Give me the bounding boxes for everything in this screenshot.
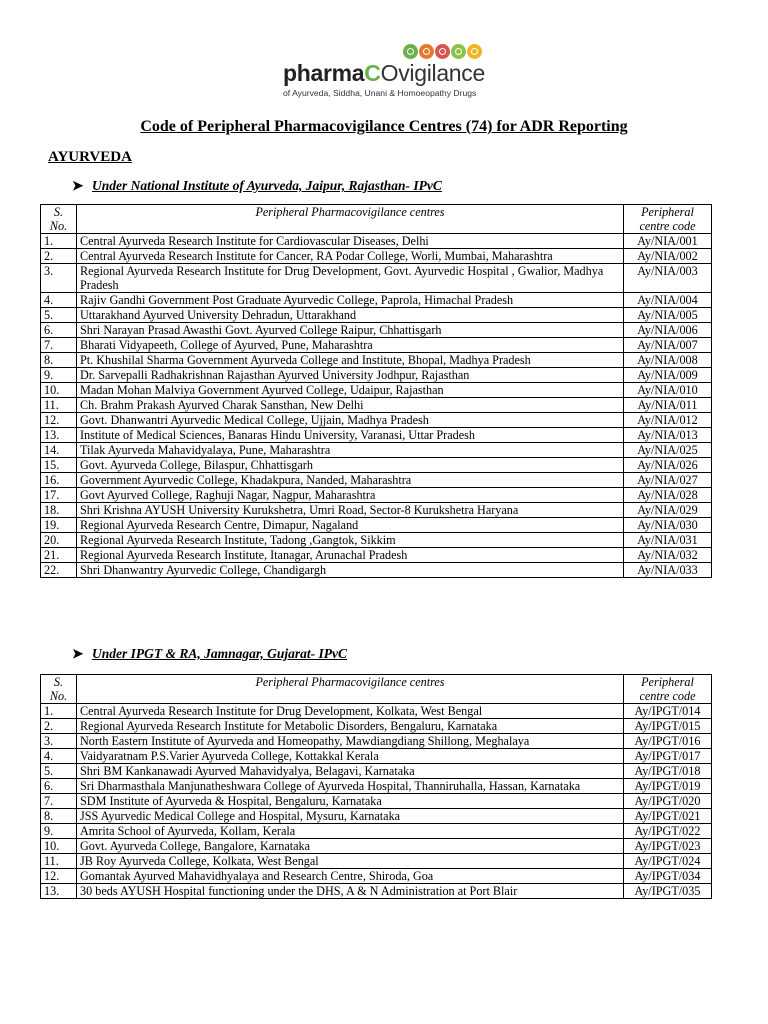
- centre-code: Ay/NIA/008: [624, 353, 712, 368]
- row-number: 13.: [41, 884, 77, 899]
- table-row: [41, 234, 712, 249]
- centre-code: Ay/NIA/031: [624, 533, 712, 548]
- row-number: 9.: [41, 368, 77, 383]
- row-number: 15.: [41, 458, 77, 473]
- logo-dot-icon: [451, 44, 466, 59]
- centre-name: North Eastern Institute of Ayurveda and Homeopathy, Mawdiangdiang Shillong, Meghalaya: [77, 734, 624, 749]
- centre-code: Ay/IPGT/024: [624, 854, 712, 869]
- row-number: 3.: [41, 264, 77, 293]
- centre-code: Ay/NIA/007: [624, 338, 712, 353]
- table-row: [41, 734, 712, 749]
- centre-name: Central Ayurveda Research Institute for Drug Development, Kolkata, West Bengal: [77, 704, 624, 719]
- centre-name: Shri BM Kankanawadi Ayurved Mahavidyalya, Belagavi, Karnataka: [77, 764, 624, 779]
- table-row: [41, 704, 712, 719]
- centre-name: Bharati Vidyapeeth, College of Ayurved, Pune, Maharashtra: [77, 338, 624, 353]
- centre-name: Regional Ayurveda Research Centre, Dimapur, Nagaland: [77, 518, 624, 533]
- centre-code: Ay/IPGT/015: [624, 719, 712, 734]
- centre-code: Ay/IPGT/035: [624, 884, 712, 899]
- centre-code: Ay/NIA/029: [624, 503, 712, 518]
- nia-centres-table: [40, 204, 712, 578]
- table-row: [41, 249, 712, 264]
- centre-code: Ay/NIA/005: [624, 308, 712, 323]
- table-row: [41, 368, 712, 383]
- centre-code: Ay/IPGT/020: [624, 794, 712, 809]
- table-row: [41, 719, 712, 734]
- table-row: [41, 563, 712, 578]
- centre-name: Amrita School of Ayurveda, Kollam, Kerala: [77, 824, 624, 839]
- row-number: 17.: [41, 488, 77, 503]
- centre-name: Central Ayurveda Research Institute for Cardiovascular Diseases, Delhi: [77, 234, 624, 249]
- row-number: 19.: [41, 518, 77, 533]
- table-row: [41, 779, 712, 794]
- centre-name: Rajiv Gandhi Government Post Graduate Ayurvedic College, Paprola, Himachal Pradesh: [77, 293, 624, 308]
- centre-name: Shri Krishna AYUSH University Kurukshetra, Umri Road, Sector-8 Kurukshetra Haryana: [77, 503, 624, 518]
- centre-name: Regional Ayurveda Research Institute for Drug Development, Govt. Ayurvedic Hospital , Gwalior, Madhya Pradesh: [77, 264, 624, 293]
- row-number: 9.: [41, 824, 77, 839]
- row-number: 2.: [41, 249, 77, 264]
- row-number: 14.: [41, 443, 77, 458]
- table-row: [41, 488, 712, 503]
- section-heading: AYURVEDA: [48, 149, 132, 165]
- row-number: 6.: [41, 323, 77, 338]
- centre-code: Ay/IPGT/022: [624, 824, 712, 839]
- logo-tagline: of Ayurveda, Siddha, Unani & Homoeopathy Drugs: [283, 88, 477, 98]
- centre-code: Ay/NIA/033: [624, 563, 712, 578]
- column-header-centre: Peripheral Pharmacovigilance centres: [77, 205, 624, 234]
- table-row: [41, 458, 712, 473]
- row-number: 8.: [41, 353, 77, 368]
- table-row: [41, 854, 712, 869]
- centre-name: Govt. Ayurveda College, Bangalore, Karnataka: [77, 839, 624, 854]
- row-number: 2.: [41, 719, 77, 734]
- pharmacovigilance-logo: [283, 44, 493, 100]
- centre-name: SDM Institute of Ayurveda & Hospital, Bengaluru, Karnataka: [77, 794, 624, 809]
- centre-code: Ay/NIA/027: [624, 473, 712, 488]
- row-number: 22.: [41, 563, 77, 578]
- centre-name: Tilak Ayurveda Mahavidyalaya, Pune, Maharashtra: [77, 443, 624, 458]
- centre-code: Ay/NIA/010: [624, 383, 712, 398]
- row-number: 1.: [41, 234, 77, 249]
- centre-code: Ay/NIA/030: [624, 518, 712, 533]
- row-number: 11.: [41, 398, 77, 413]
- row-number: 16.: [41, 473, 77, 488]
- row-number: 10.: [41, 839, 77, 854]
- centre-code: Ay/NIA/026: [624, 458, 712, 473]
- row-number: 12.: [41, 869, 77, 884]
- centre-code: Ay/NIA/003: [624, 264, 712, 293]
- centre-name: Dr. Sarvepalli Radhakrishnan Rajasthan Ayurved University Jodhpur, Rajasthan: [77, 368, 624, 383]
- table-row: [41, 308, 712, 323]
- table-header-row: [41, 675, 712, 704]
- row-number: 6.: [41, 779, 77, 794]
- centre-code: Ay/NIA/013: [624, 428, 712, 443]
- centre-name: Sri Dharmasthala Manjunatheshwara College of Ayurveda Hospital, Thanniruhalla, Hassan, Karnataka: [77, 779, 624, 794]
- centre-code: Ay/IPGT/023: [624, 839, 712, 854]
- table-row: [41, 809, 712, 824]
- row-number: 20.: [41, 533, 77, 548]
- table-row: [41, 398, 712, 413]
- table-row: [41, 264, 712, 293]
- centre-code: Ay/NIA/004: [624, 293, 712, 308]
- table-row: [41, 533, 712, 548]
- centre-name: Ch. Brahm Prakash Ayurved Charak Sansthan, New Delhi: [77, 398, 624, 413]
- table-row: [41, 473, 712, 488]
- centre-name: Govt. Ayurveda College, Bilaspur, Chhattisgarh: [77, 458, 624, 473]
- table-row: [41, 413, 712, 428]
- centre-code: Ay/IPGT/014: [624, 704, 712, 719]
- table-row: [41, 323, 712, 338]
- centre-code: Ay/NIA/012: [624, 413, 712, 428]
- row-number: 5.: [41, 764, 77, 779]
- centre-name: Madan Mohan Malviya Government Ayurved College, Udaipur, Rajasthan: [77, 383, 624, 398]
- centre-name: Regional Ayurveda Research Institute, Itanagar, Arunachal Pradesh: [77, 548, 624, 563]
- centre-name: Institute of Medical Sciences, Banaras Hindu University, Varanasi, Uttar Pradesh: [77, 428, 624, 443]
- column-header-centre: Peripheral Pharmacovigilance centres: [77, 675, 624, 704]
- centre-code: Ay/NIA/032: [624, 548, 712, 563]
- table-row: [41, 353, 712, 368]
- row-number: 13.: [41, 428, 77, 443]
- centre-code: Ay/IPGT/018: [624, 764, 712, 779]
- centre-code: Ay/IPGT/034: [624, 869, 712, 884]
- logo-dot-icon: [435, 44, 450, 59]
- row-number: 12.: [41, 413, 77, 428]
- centre-name: Govt. Dhanwantri Ayurvedic Medical College, Ujjain, Madhya Pradesh: [77, 413, 624, 428]
- arrow-bullet-icon: ➤: [72, 178, 84, 193]
- table-row: [41, 338, 712, 353]
- centre-name: JSS Ayurvedic Medical College and Hospital, Mysuru, Karnataka: [77, 809, 624, 824]
- centre-code: Ay/NIA/009: [624, 368, 712, 383]
- table-row: [41, 764, 712, 779]
- centre-code: Ay/NIA/011: [624, 398, 712, 413]
- row-number: 21.: [41, 548, 77, 563]
- column-header-code: Peripheral centre code: [624, 205, 712, 234]
- centre-code: Ay/NIA/001: [624, 234, 712, 249]
- table-row: [41, 869, 712, 884]
- logo-dot-icon: [403, 44, 418, 59]
- centre-code: Ay/IPGT/021: [624, 809, 712, 824]
- centre-name: Central Ayurveda Research Institute for Cancer, RA Podar College, Worli, Mumbai, Maharashtra: [77, 249, 624, 264]
- table-row: [41, 518, 712, 533]
- row-number: 1.: [41, 704, 77, 719]
- table-row: [41, 749, 712, 764]
- centre-code: Ay/NIA/006: [624, 323, 712, 338]
- table-row: [41, 293, 712, 308]
- row-number: 8.: [41, 809, 77, 824]
- table-row: [41, 884, 712, 899]
- centre-name: Government Ayurvedic College, Khadakpura, Nanded, Maharashtra: [77, 473, 624, 488]
- logo-wordmark: pharmaCOvigilance: [283, 60, 485, 86]
- row-number: 3.: [41, 734, 77, 749]
- row-number: 4.: [41, 749, 77, 764]
- row-number: 7.: [41, 338, 77, 353]
- table-2-heading: ➤ Under IPGT & RA, Jamnagar, Gujarat- IPvC: [72, 646, 348, 661]
- centre-code: Ay/IPGT/019: [624, 779, 712, 794]
- logo-dot-icon: [419, 44, 434, 59]
- table-row: [41, 383, 712, 398]
- column-header-sno: S. No.: [41, 675, 77, 704]
- centre-code: Ay/NIA/025: [624, 443, 712, 458]
- row-number: 18.: [41, 503, 77, 518]
- centre-name: Regional Ayurveda Research Institute, Tadong ,Gangtok, Sikkim: [77, 533, 624, 548]
- centre-name: Shri Dhanwantry Ayurvedic College, Chandigargh: [77, 563, 624, 578]
- table-row: [41, 503, 712, 518]
- arrow-bullet-icon: ➤: [72, 646, 84, 661]
- table-header-row: [41, 205, 712, 234]
- page-title: Code of Peripheral Pharmacovigilance Centres (74) for ADR Reporting: [140, 118, 628, 135]
- centre-name: Pt. Khushilal Sharma Government Ayurveda College and Institute, Bhopal, Madhya Pradesh: [77, 353, 624, 368]
- centre-code: Ay/IPGT/017: [624, 749, 712, 764]
- logo-dot-icon: [467, 44, 482, 59]
- centre-name: JB Roy Ayurveda College, Kolkata, West Bengal: [77, 854, 624, 869]
- table-row: [41, 794, 712, 809]
- centre-code: Ay/IPGT/016: [624, 734, 712, 749]
- table-row: [41, 443, 712, 458]
- column-header-sno: S. No.: [41, 205, 77, 234]
- table-row: [41, 824, 712, 839]
- centre-name: Vaidyaratnam P.S.Varier Ayurveda College, Kottakkal Kerala: [77, 749, 624, 764]
- row-number: 7.: [41, 794, 77, 809]
- table-1-heading: ➤ Under National Institute of Ayurveda, Jaipur, Rajasthan- IPvC: [72, 178, 442, 193]
- table-row: [41, 428, 712, 443]
- column-header-code: Peripheral centre code: [624, 675, 712, 704]
- centre-name: Shri Narayan Prasad Awasthi Govt. Ayurved College Raipur, Chhattisgarh: [77, 323, 624, 338]
- centre-code: Ay/NIA/002: [624, 249, 712, 264]
- centre-name: 30 beds AYUSH Hospital functioning under the DHS, A & N Administration at Port Blair: [77, 884, 624, 899]
- row-number: 10.: [41, 383, 77, 398]
- table-row: [41, 839, 712, 854]
- row-number: 4.: [41, 293, 77, 308]
- row-number: 5.: [41, 308, 77, 323]
- centre-name: Govt Ayurved College, Raghuji Nagar, Nagpur, Maharashtra: [77, 488, 624, 503]
- centre-code: Ay/NIA/028: [624, 488, 712, 503]
- ipgt-centres-table: [40, 674, 712, 899]
- table-row: [41, 548, 712, 563]
- centre-name: Uttarakhand Ayurved University Dehradun, Uttarakhand: [77, 308, 624, 323]
- row-number: 11.: [41, 854, 77, 869]
- centre-name: Gomantak Ayurved Mahavidhyalaya and Research Centre, Shiroda, Goa: [77, 869, 624, 884]
- centre-name: Regional Ayurveda Research Institute for Metabolic Disorders, Bengaluru, Karnataka: [77, 719, 624, 734]
